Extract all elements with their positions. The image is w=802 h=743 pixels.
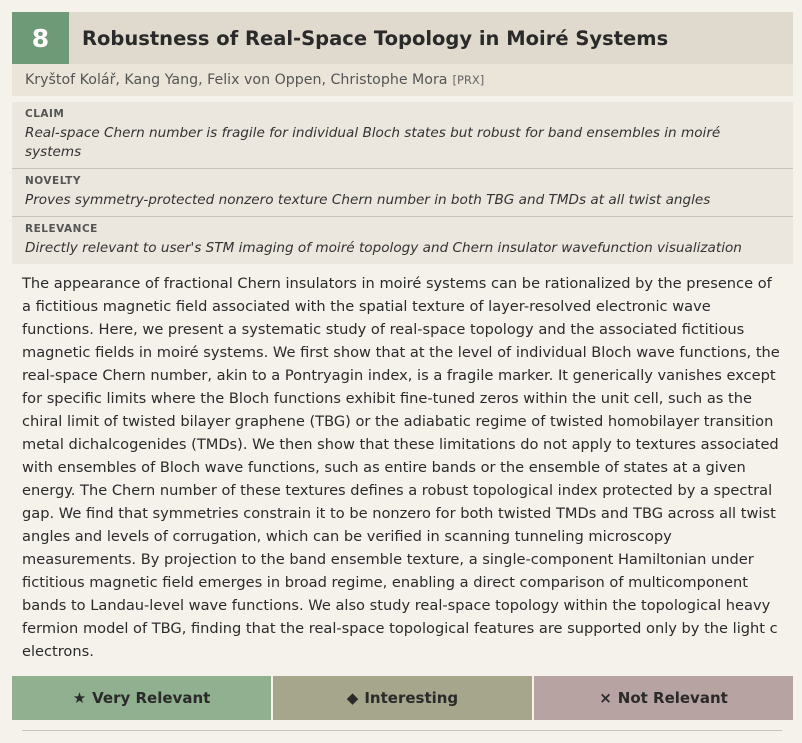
diamond-icon: ◆ [346,689,359,707]
novelty-label: NOVELTY [25,175,81,187]
star-icon: ★ [72,689,87,707]
paper-authors-row [12,64,793,96]
claim-text: Real-space Chern number is fragile for individual Bloch states but robust for band ensembles in moiré systems [25,125,721,160]
interesting-button[interactable] [273,676,532,720]
rating-buttons [12,676,793,720]
paper-abstract: The appearance of fractional Chern insulators in moiré systems can be rationalized by the presence of a fictitious magnetic field associated with the spatial texture of layer-resolved electronic wave functions. Here, we present a systematic study of real-space topology and the associated fictitious magnetic fields in moiré systems. We first show that at the level of individual Bloch wave functions, the real-space Chern number, akin to a Pontryagin index, is a fragile marker. It generically vanishes except for specific limits where the Bloch functions exhibit fine-tuned zeros within the unit cell, such as the chiral limit of twisted bilayer graphene (TBG) or the adiabatic regime of twisted homobilayer transition metal dichalcogenides (TMDs). We then show that these limitations do not apply to textures associated with ensembles of Bloch wave functions, such as entire bands or the ensemble of states at a given energy. The Chern number of these textures defines a robust topological index protected by a spectral gap. We find that symmetries constrain it to be nonzero for both twisted TMDs and TBG across all twist angles and levels of corrugation, which can be verified in scanning tunneling microscopy measurements. By projection to the band ensemble texture, a single-component Hamiltonian under fictitious magnetic field emerges in broad regime, enabling a direct comparison of multicomponent bands to Landau-level wave functions. We also study real-space topology within the topological heavy fermion model of TBG, finding that the real-space topological features are supported only by the light c electrons. [22,275,780,660]
divider [22,730,782,731]
paper-venue: [PRX] [452,73,485,87]
very-relevant-button[interactable] [12,676,271,720]
paper-authors: Kryštof Kolář, Kang Yang, Felix von Oppen, Christophe Mora [25,72,448,88]
relevance-section [12,216,793,264]
paper-header [12,12,793,64]
paper-card [12,12,793,663]
interesting-label: Interesting [364,689,459,707]
not-relevant-button[interactable] [534,676,793,720]
close-icon: × [599,689,612,707]
paper-number-badge: 8 [12,12,69,64]
claim-label: CLAIM [25,108,65,120]
very-relevant-label: Very Relevant [92,689,211,707]
novelty-section [12,168,793,216]
not-relevant-label: Not Relevant [617,689,728,707]
paper-title: Robustness of Real-Space Topology in Moiré Systems [69,12,793,64]
relevance-label: RELEVANCE [25,223,98,235]
claim-section [12,102,793,168]
relevance-text: Directly relevant to user's STM imaging of moiré topology and Chern insulator wavefunction visualization [25,240,742,256]
novelty-text: Proves symmetry-protected nonzero texture Chern number in both TBG and TMDs at all twist angles [25,192,711,208]
